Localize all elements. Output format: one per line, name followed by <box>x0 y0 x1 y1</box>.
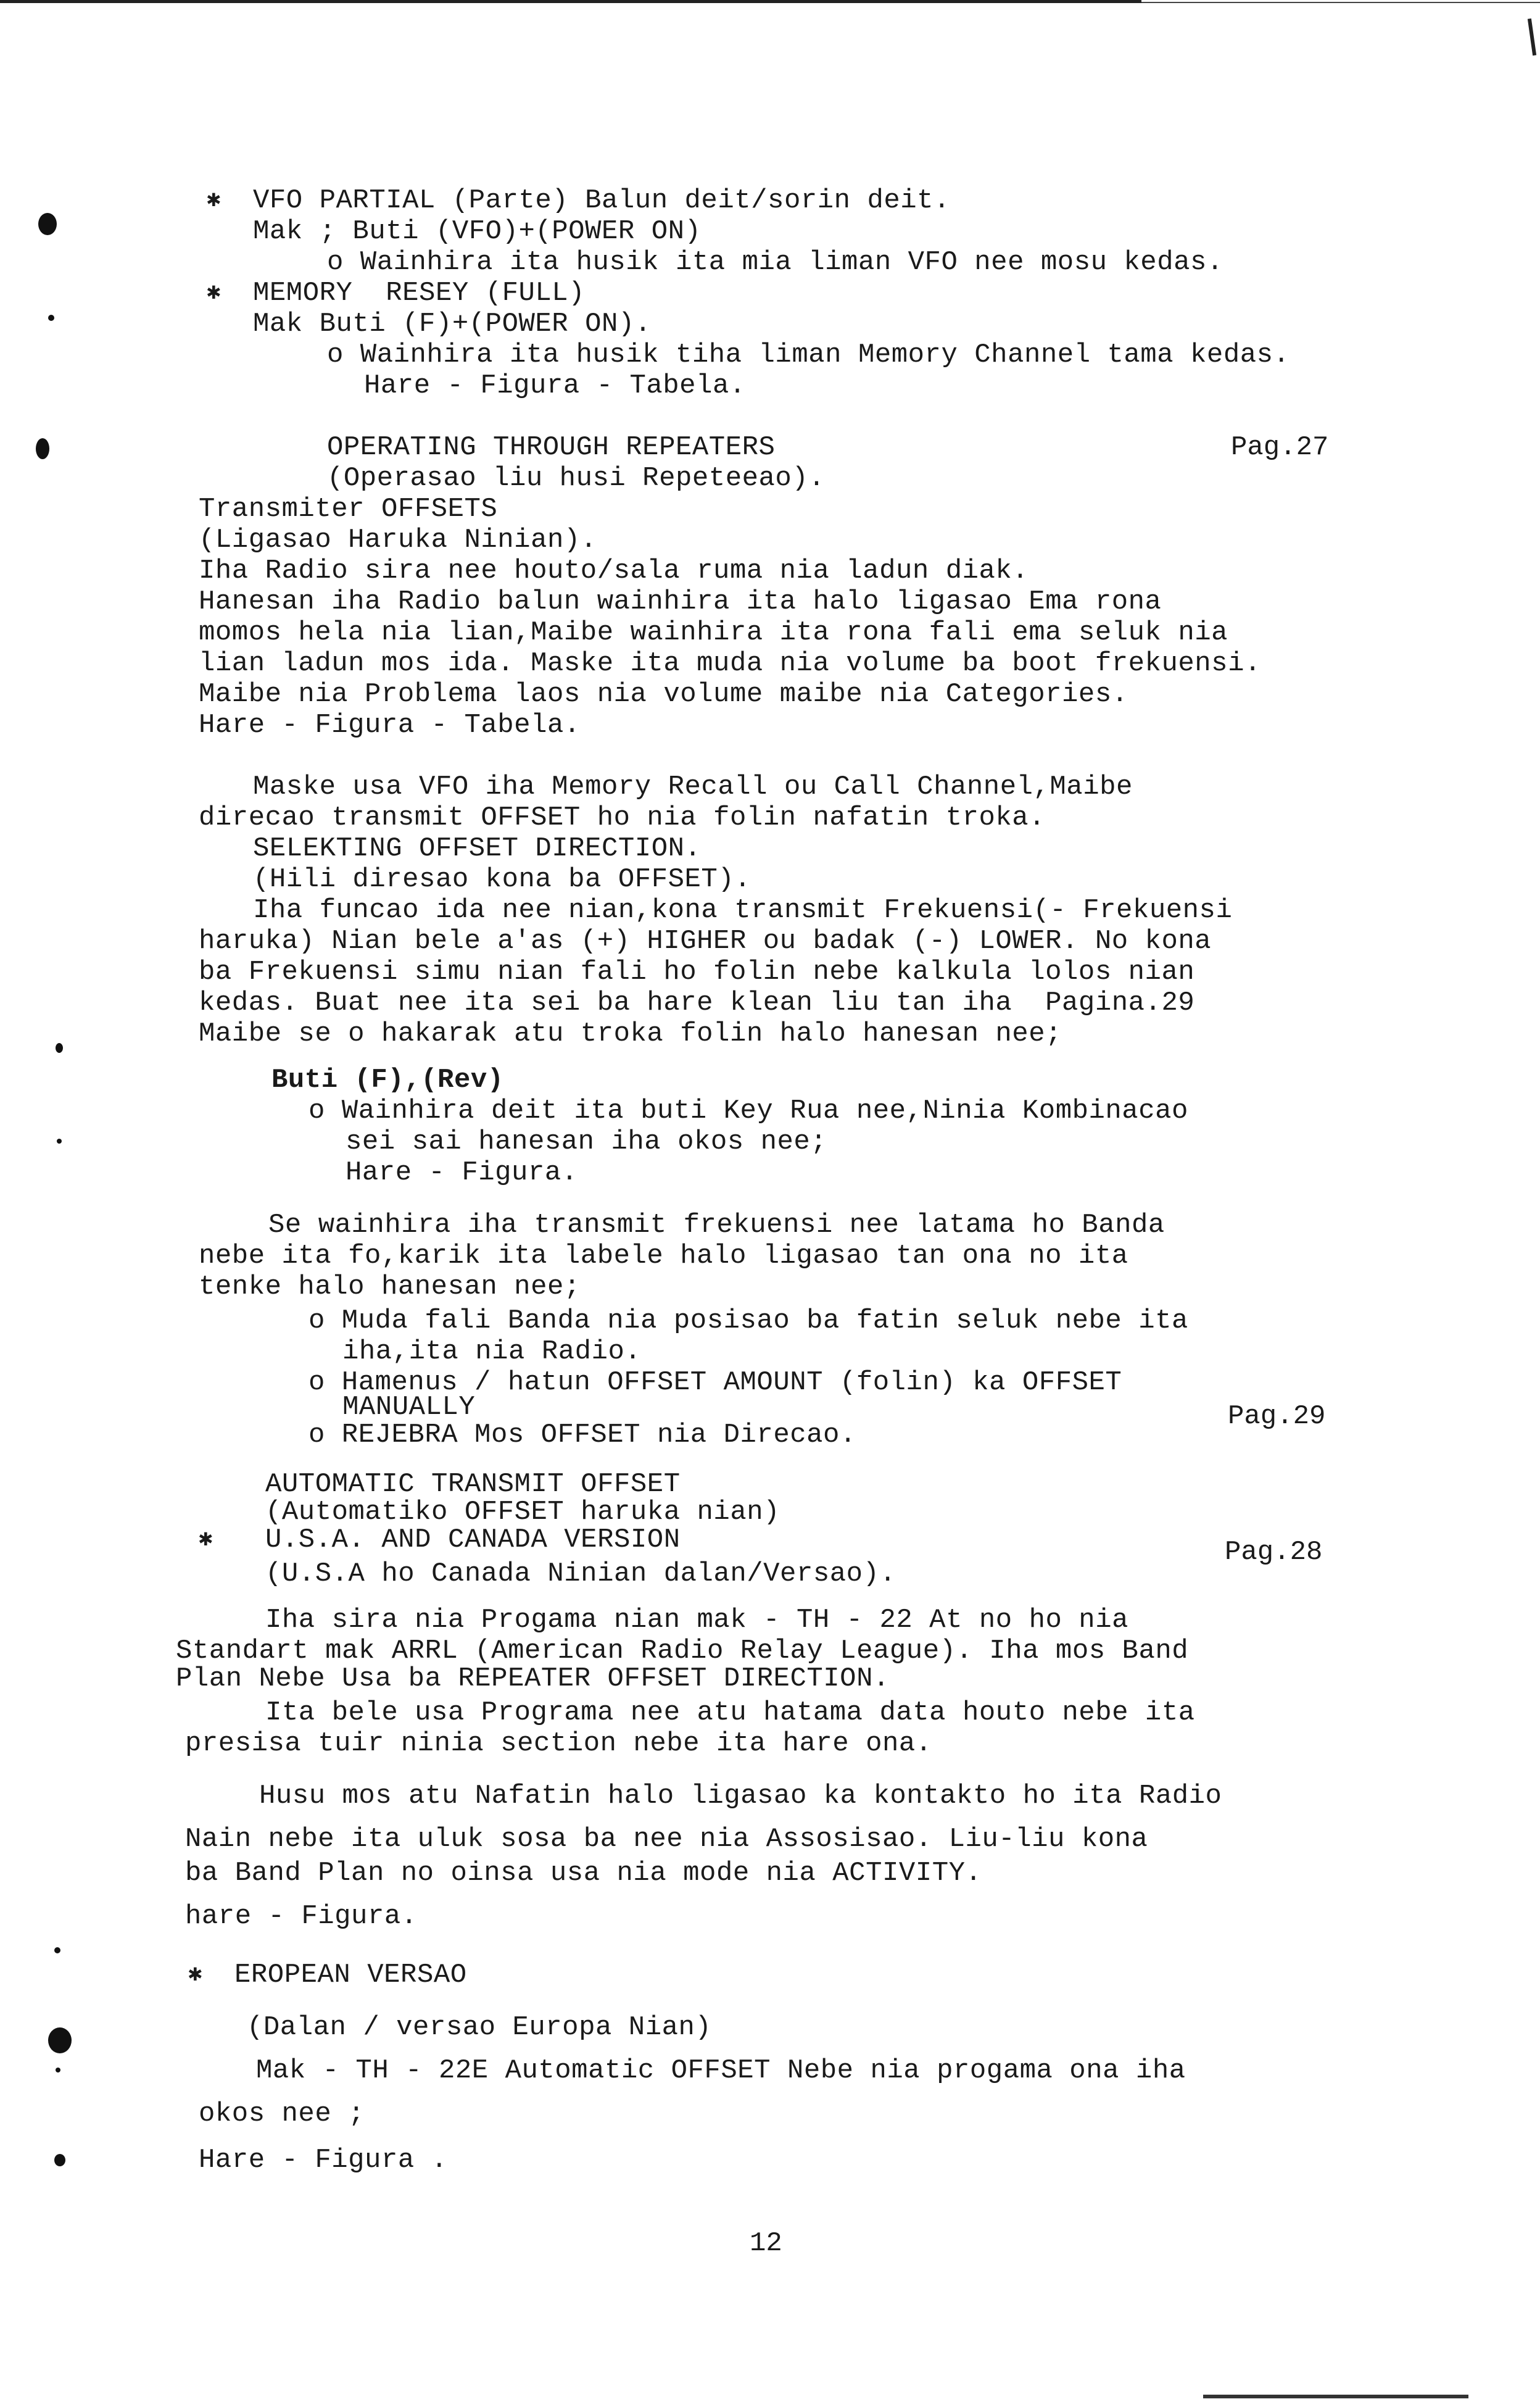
section-heading: AUTOMATIC TRANSMIT OFFSET <box>265 1469 681 1500</box>
text-line: Iha sira nia Progama nian mak - TH - 22 At no ho nia <box>265 1605 1129 1636</box>
section-bullet: ✱ <box>199 1526 213 1553</box>
text-line: presisa tuir ninia section nebe ita hare ona. <box>185 1728 932 1759</box>
text-line: sei sai hanesan iha okos nee; <box>346 1126 827 1157</box>
text-line: nebe ita fo,karik ita labele halo ligasao tan ona no ita <box>199 1241 1128 1271</box>
text-line: o Wainhira deit ita buti Key Rua nee,Ninia Kombinacao <box>308 1095 1188 1126</box>
margin-dot <box>54 1947 60 1953</box>
text-line: lian ladun mos ida. Maske ita muda nia volume ba boot frekuensi. <box>199 648 1261 679</box>
text-line: okos nee ; <box>199 2098 365 2129</box>
text-line: MEMORY RESEY (FULL) <box>253 278 586 309</box>
text-line: Maibe se o hakarak atu troka folin halo hanesan nee; <box>199 1018 1062 1049</box>
section-bullet: ✱ <box>207 280 221 306</box>
text-line: (Hili diresao kona ba OFFSET). <box>253 864 751 895</box>
text-line: Transmiter OFFSETS <box>199 494 498 525</box>
section-heading: OPERATING THROUGH REPEATERS <box>327 432 776 463</box>
text-line: ba Band Plan no oinsa usa nia mode nia ACTIVITY. <box>185 1858 982 1889</box>
text-line: Buti (F),(Rev) <box>271 1065 504 1095</box>
text-line: Hare - Figura - Tabela. <box>364 370 746 401</box>
text-line: direcao transmit OFFSET ho nia folin nafatin troka. <box>199 802 1046 833</box>
text-line: iha,ita nia Radio. <box>342 1336 642 1367</box>
section-bullet: ✱ <box>188 1961 202 1988</box>
margin-dot <box>54 2154 65 2166</box>
text-line: (Automatiko OFFSET haruka nian) <box>265 1497 780 1528</box>
text-line: (Dalan / versao Europa Nian) <box>247 2012 712 2043</box>
text-line: Plan Nebe Usa ba REPEATER OFFSET DIRECTION. <box>176 1663 890 1694</box>
margin-dot <box>38 213 57 235</box>
margin-dot <box>56 2068 60 2072</box>
text-line: haruka) Nian bele a'as (+) HIGHER ou badak (-) LOWER. No kona <box>199 926 1212 957</box>
margin-dot <box>36 438 49 459</box>
edge-mark <box>1528 19 1536 56</box>
page-reference: Pag.29 <box>1228 1401 1326 1432</box>
text-line: Se wainhira iha transmit frekuensi nee latama ho Banda <box>268 1210 1165 1241</box>
text-line: hare - Figura. <box>185 1901 418 1932</box>
text-line: VFO PARTIAL (Parte) Balun deit/sorin deit. <box>253 185 950 216</box>
text-line: (U.S.A ho Canada Ninian dalan/Versao). <box>265 1558 896 1589</box>
text-line: MANUALLY <box>342 1392 476 1423</box>
text-line: Maske usa VFO iha Memory Recall ou Call Channel,Maibe <box>253 771 1133 802</box>
text-line: Hanesan iha Radio balun wainhira ita halo ligasao Ema rona <box>199 586 1162 617</box>
margin-dot <box>56 1043 63 1053</box>
text-line: SELEKTING OFFSET DIRECTION. <box>253 833 702 864</box>
text-line: (Operasao liu husi Repeteeao). <box>327 463 826 494</box>
text-line: Mak Buti (F)+(POWER ON). <box>253 309 652 339</box>
text-line: o Hamenus / hatun OFFSET AMOUNT (folin) ka OFFSET <box>308 1367 1122 1398</box>
text-line: kedas. Buat nee ita sei ba hare klean liu tan iha Pagina.29 <box>199 987 1195 1018</box>
text-line: Hare - Figura - Tabela. <box>199 710 581 741</box>
text-line: Iha Radio sira nee houto/sala ruma nia ladun diak. <box>199 555 1029 586</box>
top-rule-right <box>1141 2 1540 3</box>
text-line: Mak ; Buti (VFO)+(POWER ON) <box>253 216 702 247</box>
text-line: Maibe nia Problema laos nia volume maibe nia Categories. <box>199 679 1128 710</box>
margin-dot <box>48 315 54 321</box>
page-number: 12 <box>750 2228 782 2259</box>
text-line: momos hela nia lian,Maibe wainhira ita rona fali ema seluk nia <box>199 617 1228 648</box>
text-line: Hare - Figura . <box>199 2145 448 2176</box>
section-heading: EROPEAN VERSAO <box>234 1960 467 1990</box>
text-line: (Ligasao Haruka Ninian). <box>199 525 597 555</box>
top-rule <box>0 0 1141 3</box>
text-line: Standart mak ARRL (American Radio Relay League). Iha mos Band <box>176 1636 1189 1666</box>
page-reference: Pag.27 <box>1231 432 1329 463</box>
text-line: Mak - TH - 22E Automatic OFFSET Nebe nia progama ona iha <box>256 2055 1186 2086</box>
text-line: o Wainhira ita husik tiha liman Memory Channel tama kedas. <box>327 339 1290 370</box>
text-line: tenke halo hanesan nee; <box>199 1271 581 1302</box>
page-reference: Pag.28 <box>1225 1537 1323 1568</box>
text-line: Iha funcao ida nee nian,kona transmit Frekuensi(- Frekuensi <box>253 895 1233 926</box>
section-heading: U.S.A. AND CANADA VERSION <box>265 1524 681 1555</box>
bottom-rule <box>1203 2395 1468 2398</box>
text-line: Nain nebe ita uluk sosa ba nee nia Assosisao. Liu-liu kona <box>185 1824 1148 1855</box>
text-line: Ita bele usa Programa nee atu hatama data houto nebe ita <box>265 1697 1195 1728</box>
margin-dot <box>57 1139 62 1144</box>
text-line: ba Frekuensi simu nian fali ho folin nebe kalkula lolos nian <box>199 957 1195 987</box>
text-line: Husu mos atu Nafatin halo ligasao ka kontakto ho ita Radio <box>259 1781 1222 1811</box>
section-bullet: ✱ <box>207 187 221 214</box>
text-line: o REJEBRA Mos OFFSET nia Direcao. <box>308 1420 856 1450</box>
margin-dot <box>48 2027 72 2053</box>
text-line: o Wainhira ita husik ita mia liman VFO nee mosu kedas. <box>327 247 1223 278</box>
text-line: Hare - Figura. <box>346 1157 578 1188</box>
text-line: o Muda fali Banda nia posisao ba fatin seluk nebe ita <box>308 1305 1188 1336</box>
